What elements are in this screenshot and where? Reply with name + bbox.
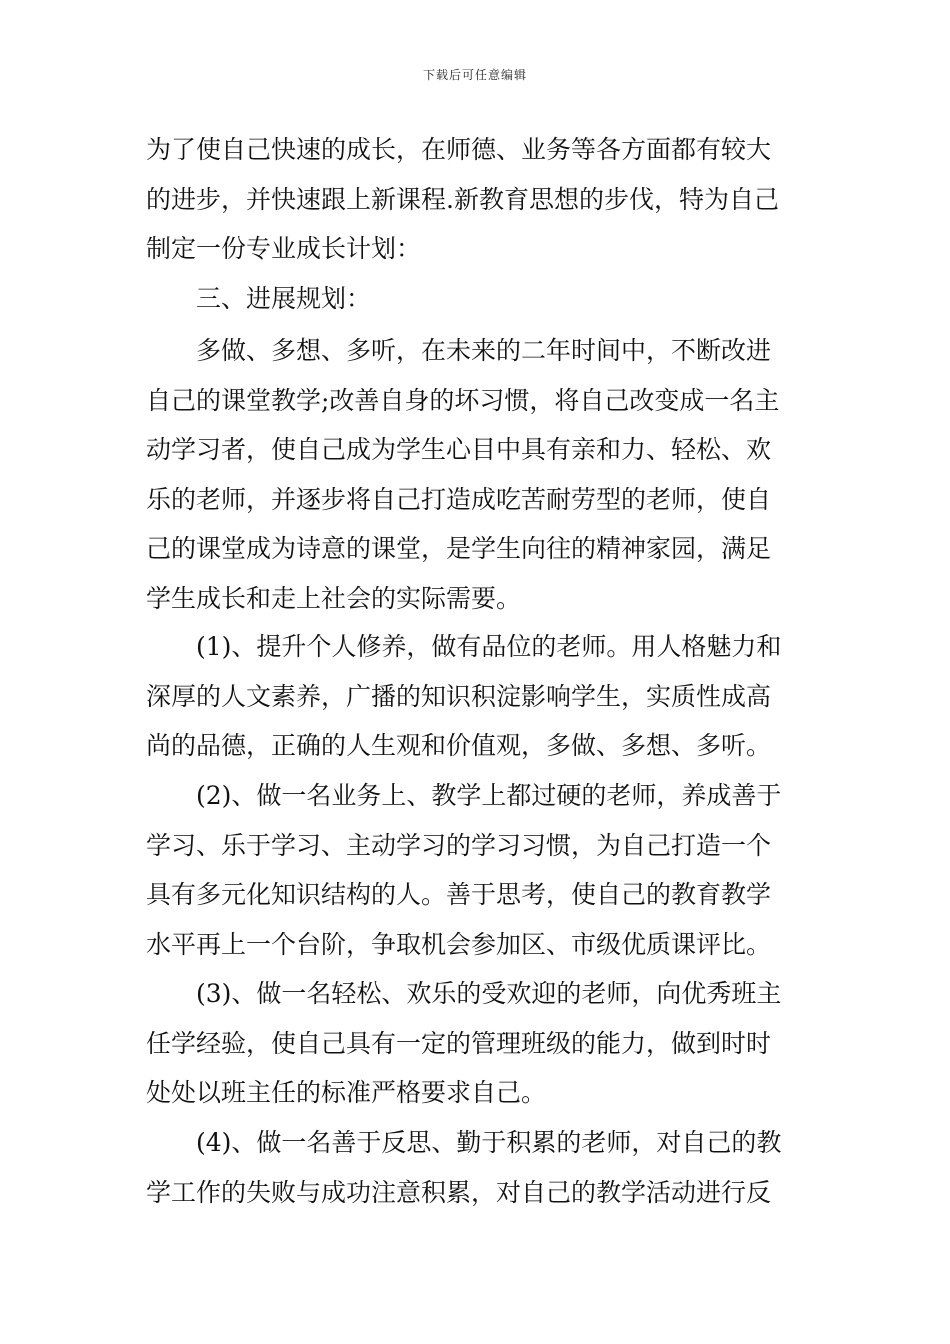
paragraph-plan-overview bbox=[146, 326, 810, 623]
text-line: 尚的品德，正确的人生观和价值观，多做、多想、多听。 bbox=[146, 731, 772, 760]
text-line: 为了使自己快速的成长，在师德、业务等各方面都有较大 bbox=[146, 135, 772, 164]
text-line: 学生成长和走上社会的实际需要。 bbox=[146, 583, 522, 613]
text-line: 己的课堂成为诗意的课堂，是学生向往的精神家园，满足 bbox=[146, 534, 772, 563]
text-line: 学习、乐于学习、主动学习的学习习惯，为自己打造一个 bbox=[146, 830, 772, 860]
text-line: 乐的老师，并逐步将自己打造成吃苦耐劳型的老师，使自 bbox=[146, 484, 772, 514]
text-line: 处处以班主任的标准严格要求自己。 bbox=[146, 1078, 547, 1107]
text-line: 多做、多想、多听，在未来的二年时间中，不断改进 bbox=[196, 336, 772, 365]
paragraph-item-1 bbox=[146, 622, 810, 771]
text-line: 三、进展规划： bbox=[196, 284, 372, 313]
text-line: (2)、做一名业务上、教学上都过硬的老师，养成善于 bbox=[196, 781, 782, 810]
section-heading bbox=[146, 274, 810, 324]
text-line: 动学习者，使自己成为学生心目中具有亲和力、轻松、欢 bbox=[146, 435, 772, 464]
text-line: 深厚的人文素养，广播的知识积淀影响学生，实质性成高 bbox=[146, 681, 772, 711]
text-line: 学工作的失败与成功注意积累，对自己的教学活动进行反 bbox=[146, 1177, 772, 1207]
text-line: (3)、做一名轻松、欢乐的受欢迎的老师，向优秀班主 bbox=[196, 979, 782, 1008]
text-line: (1)、提升个人修养，做有品位的老师。用人格魅力和 bbox=[196, 632, 782, 661]
text-line: 水平再上一个台阶，争取机会参加区、市级优质课评比。 bbox=[146, 929, 772, 959]
text-line: 任学经验，使自己具有一定的管理班级的能力，做到时时 bbox=[146, 1028, 772, 1058]
text-line: 的进步，并快速跟上新课程.新教育思想的步伐，特为自己 bbox=[146, 184, 779, 214]
text-line: (4)、做一名善于反思、勤于积累的老师，对自己的教 bbox=[196, 1128, 782, 1157]
page-header: 下载后可任意编辑 bbox=[422, 68, 527, 82]
paragraph-item-4 bbox=[146, 1118, 810, 1217]
text-line: 制定一份专业成长计划： bbox=[146, 234, 422, 263]
paragraph-item-2 bbox=[146, 771, 810, 969]
paragraph-intro bbox=[146, 125, 810, 274]
paragraph-item-3 bbox=[146, 969, 810, 1118]
text-line: 具有多元化知识结构的人。善于思考，使自己的教育教学 bbox=[146, 880, 772, 909]
text-line: 自己的课堂教学;改善自身的坏习惯，将自己改变成一名主 bbox=[146, 385, 780, 415]
